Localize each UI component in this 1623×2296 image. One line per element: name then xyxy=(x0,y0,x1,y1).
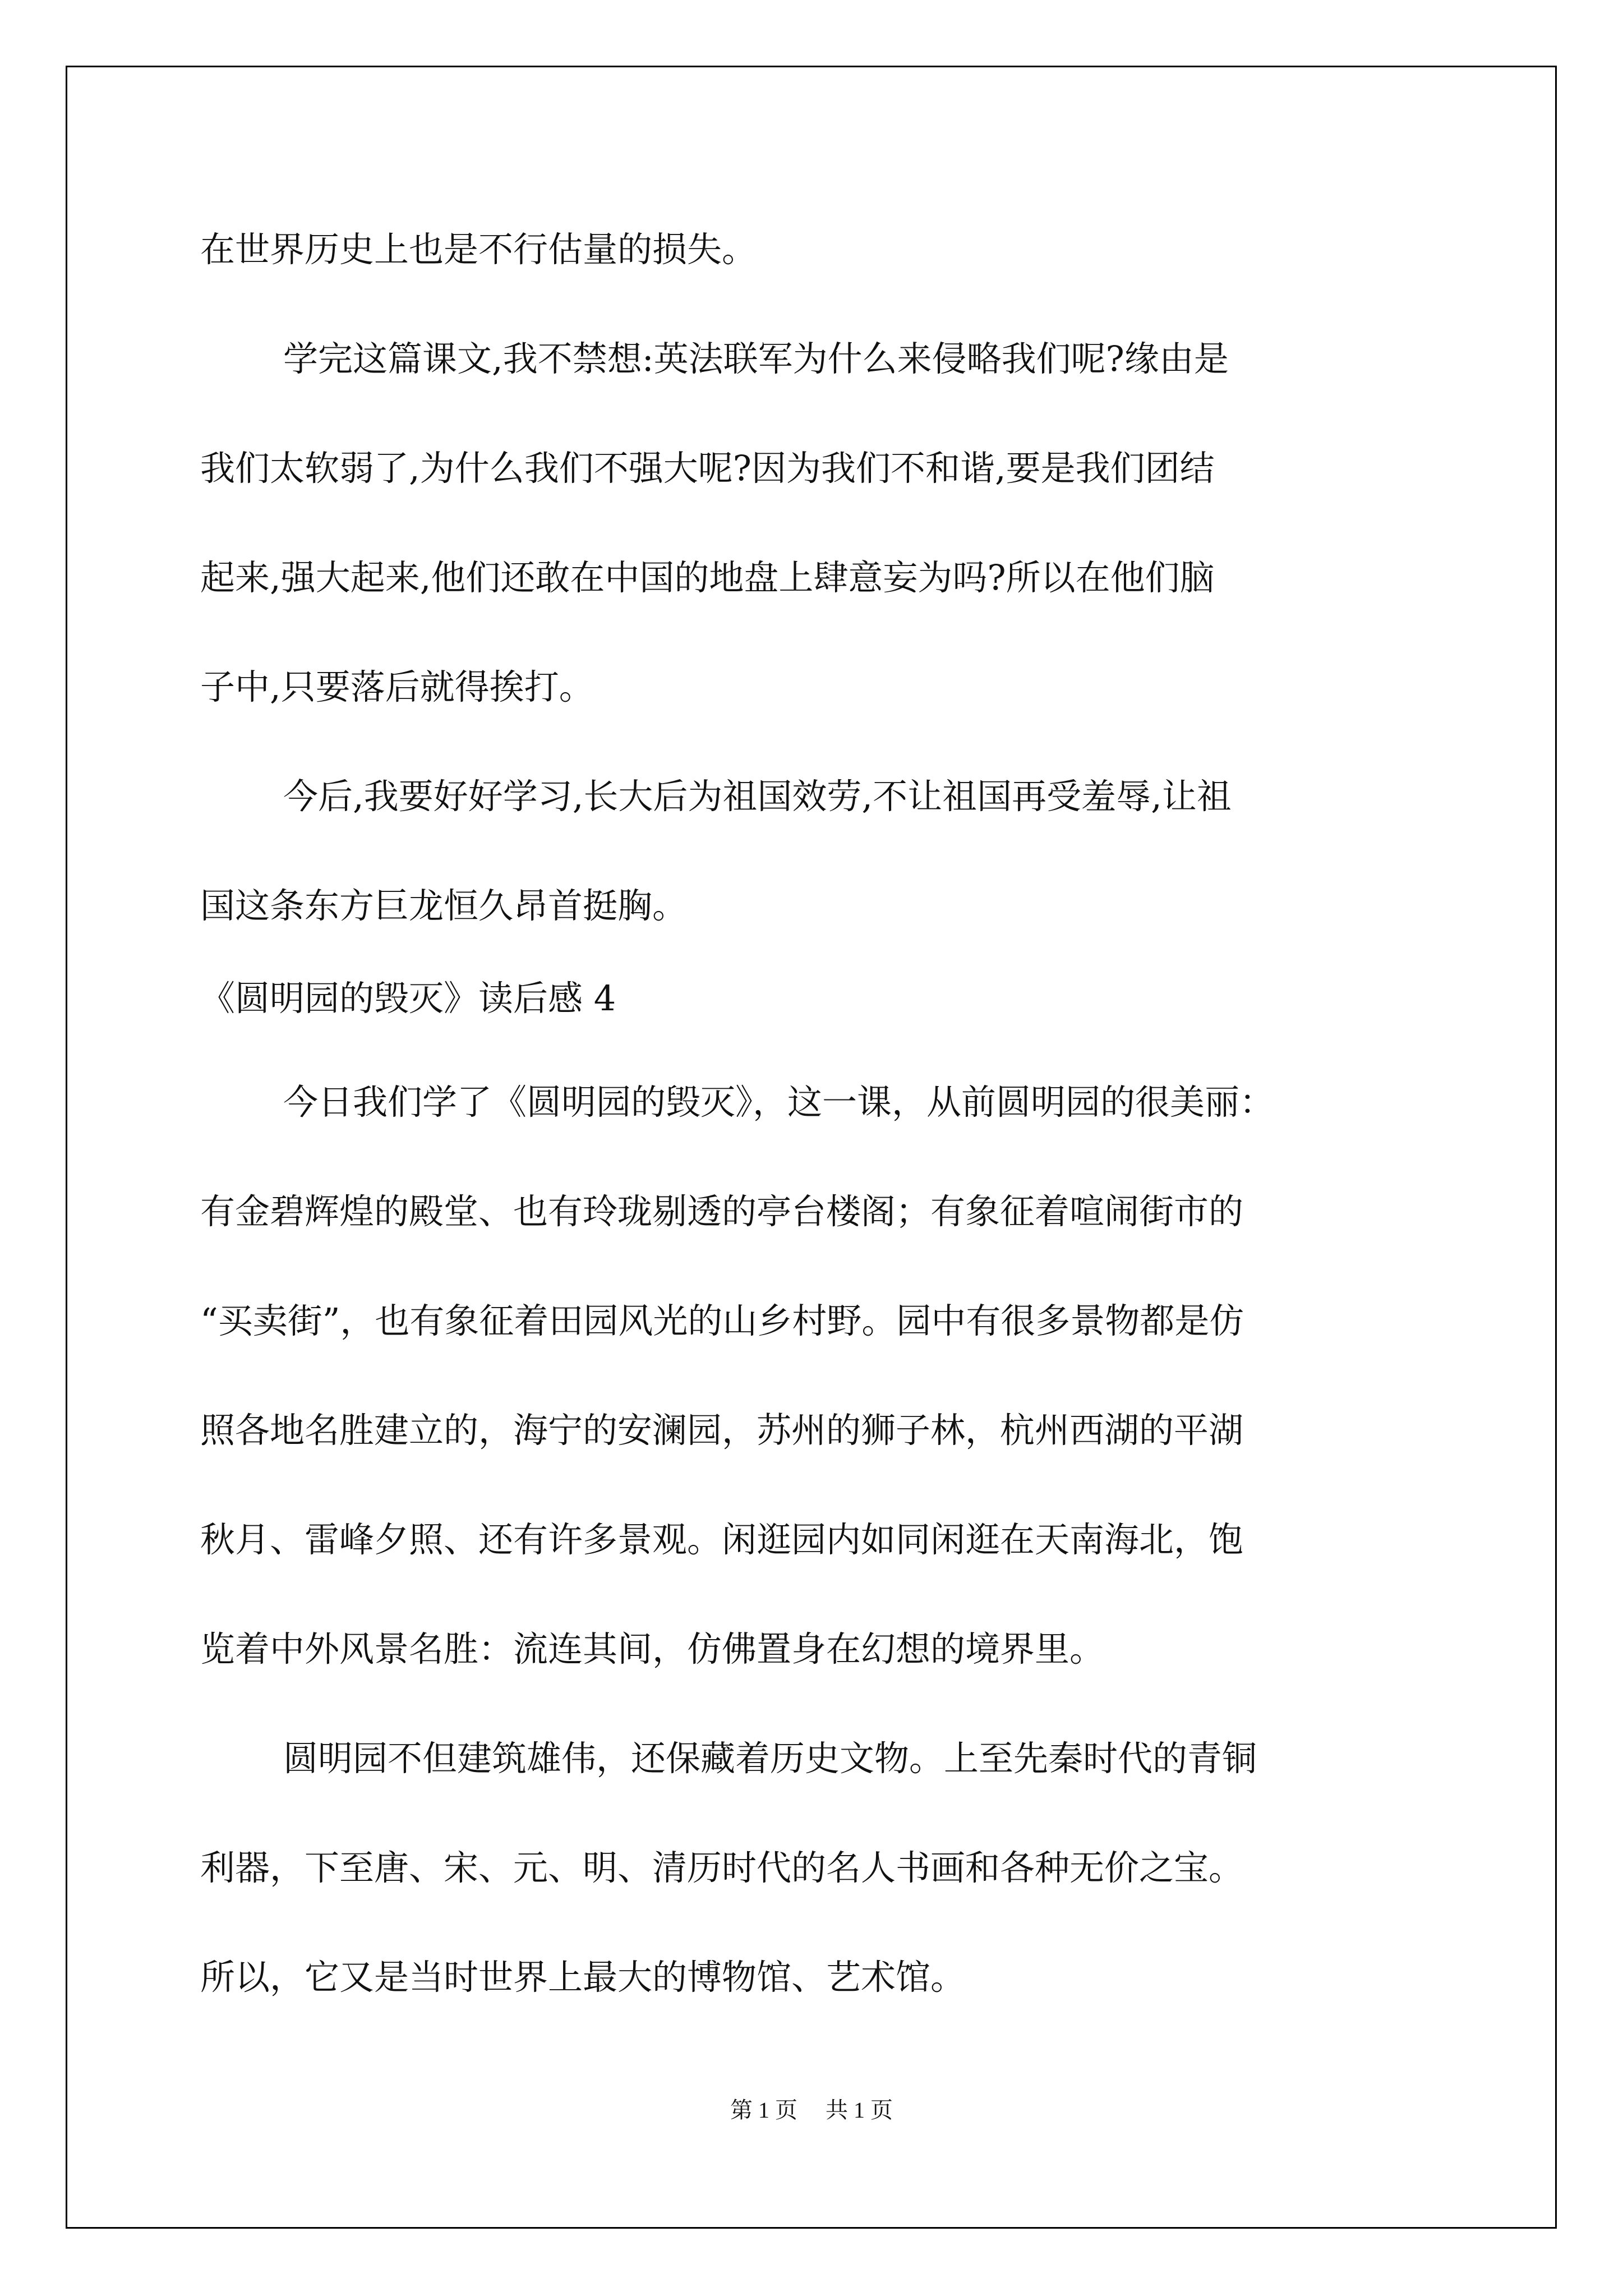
text-line: 照各地名胜建立的，海宁的安澜园，苏州的狮子林，杭州西湖的平湖 xyxy=(200,1410,1244,1451)
text-line: 秋月、雷峰夕照、还有许多景观。闲逛园内如同闲逛在天南海北，饱 xyxy=(200,1519,1244,1560)
paragraph-start-line: 学完这篇课文,我不禁想:英法联军为什么来侵略我们呢?缘由是 xyxy=(283,338,1229,379)
text-line: 览着中外风景名胜：流连其间，仿佛置身在幻想的境界里。 xyxy=(200,1628,1105,1669)
page-border xyxy=(66,66,1557,2229)
text-line: 有金碧辉煌的殿堂、也有玲珑剔透的亭台楼阁；有象征着喧闹街市的 xyxy=(200,1191,1244,1232)
page-total: 共 1 页 xyxy=(826,2097,893,2123)
text-line: 在世界历史上也是不行估量的损失。 xyxy=(200,229,757,270)
text-line: 子中,只要落后就得挨打。 xyxy=(200,666,594,707)
text-line: 我们太软弱了,为什么我们不强大呢?因为我们不和谐,要是我们团结 xyxy=(200,448,1215,489)
paragraph-start-line: 今后,我要好好学习,长大后为祖国效劳,不让祖国再受羞辱,让祖 xyxy=(283,776,1232,817)
page-number: 第 1 页 xyxy=(730,2097,797,2123)
text-line: “买卖街”，也有象征着田园风光的山乡村野。园中有很多景物都是仿 xyxy=(200,1300,1244,1341)
text-line: 起来,强大起来,他们还敢在中国的地盘上肆意妄为吗?所以在他们脑 xyxy=(200,557,1215,598)
page-footer xyxy=(0,2092,1623,2124)
text-line: 所以，它又是当时世界上最大的博物馆、艺术馆。 xyxy=(200,1957,966,1998)
section-heading: 《圆明园的毁灭》读后感 4 xyxy=(200,978,616,1019)
paragraph-start-line: 今日我们学了《圆明园的毁灭》，这一课，从前圆明园的很美丽： xyxy=(283,1082,1275,1122)
paragraph-start-line: 圆明园不但建筑雄伟，还保藏着历史文物。上至先秦时代的青铜 xyxy=(283,1738,1257,1779)
text-line: 国这条东方巨龙恒久昂首挺胸。 xyxy=(200,885,688,926)
text-line: 利器，下至唐、宋、元、明、清历时代的名人书画和各种无价之宝。 xyxy=(200,1847,1244,1888)
